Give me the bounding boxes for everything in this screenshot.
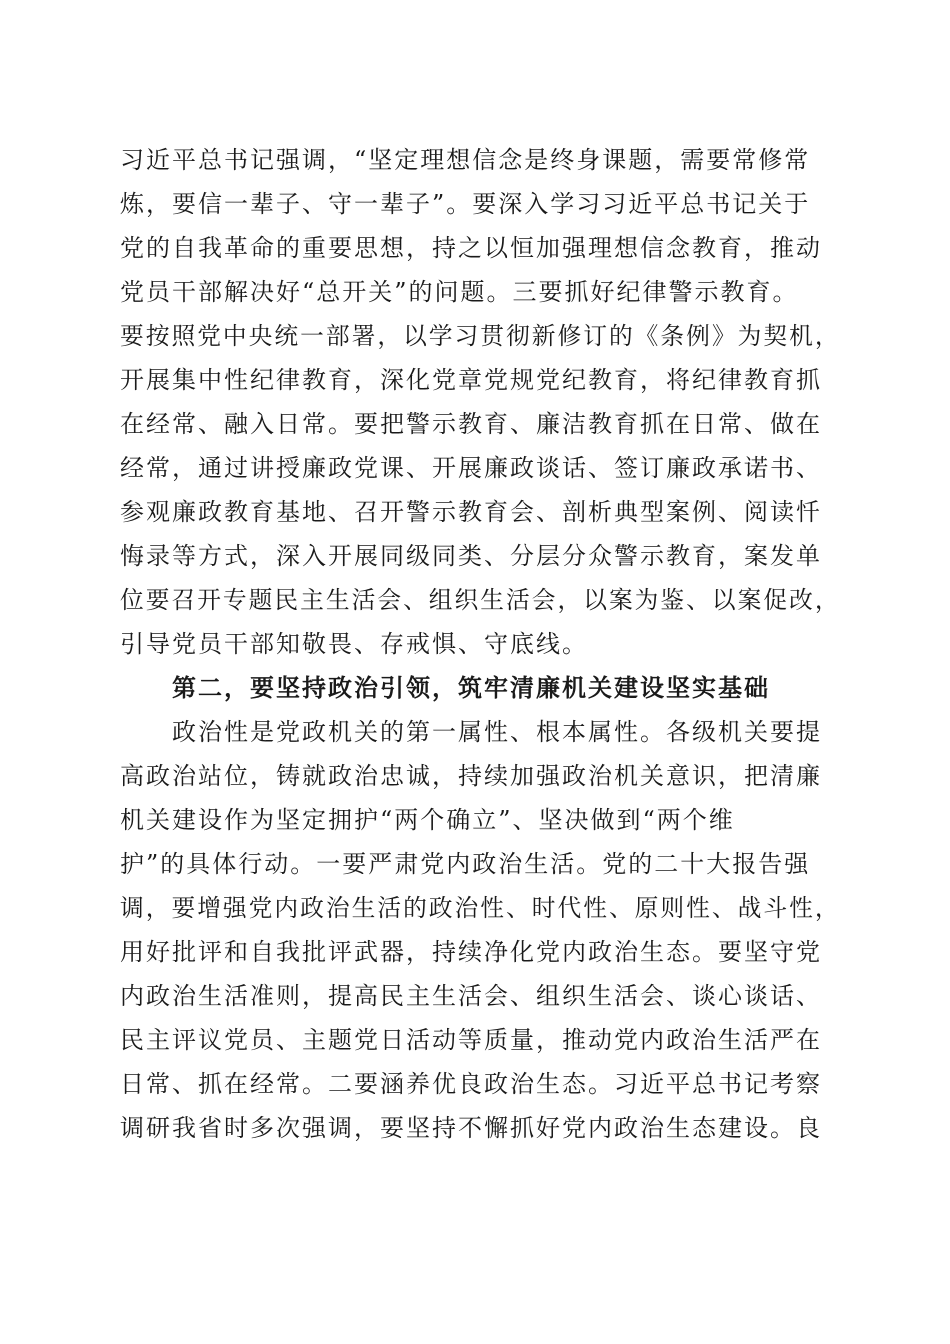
- paragraph-1-line-1: 习近平总书记强调，“坚定理想信念是终身课题，需要常修常: [120, 146, 811, 174]
- paragraph-2-line-8: 民主评议党员、主题党日活动等质量，推动党内政治生活严在: [120, 1026, 822, 1054]
- paragraph-2-line-7: 内政治生活准则，提高民主生活会、组织生活会、谈心谈话、: [120, 982, 822, 1010]
- paragraph-1-line-6: 开展集中性纪律教育，深化党章党规党纪教育，将纪律教育抓: [120, 366, 822, 394]
- paragraph-1-line-9: 参观廉政教育基地、召开警示教育会、剖析典型案例、阅读忏: [120, 498, 822, 526]
- paragraph-1-line-11: 位要召开专题民主生活会、组织生活会，以案为鉴、以案促改，: [120, 586, 841, 614]
- section-heading-2: 第二，要坚持政治引领，筑牢清廉机关建设坚实基础: [172, 674, 770, 702]
- paragraph-1-line-3: 党的自我革命的重要思想，持之以恒加强理想信念教育，推动: [120, 234, 822, 262]
- paragraph-2-line-9: 日常、抓在经常。二要涵养优良政治生态。习近平总书记考察: [120, 1070, 822, 1098]
- paragraph-1-line-4: 党员干部解决好“总开关”的问题。三要抓好纪律警示教育。: [120, 278, 799, 306]
- paragraph-2-line-3: 机关建设作为坚定拥护“两个确立”、坚决做到“两个维: [120, 806, 735, 834]
- paragraph-1-line-2: 炼，要信一辈子、守一辈子”。要深入学习习近平总书记关于: [120, 190, 811, 218]
- paragraph-2-line-4: 护”的具体行动。一要严肃党内政治生活。党的二十大报告强: [120, 850, 811, 878]
- paragraph-1-line-12: 引导党员干部知敬畏、存戒惧、守底线。: [120, 630, 588, 658]
- paragraph-2-line-2: 高政治站位，铸就政治忠诚，持续加强政治机关意识，把清廉: [120, 762, 822, 790]
- paragraph-1-line-8: 经常，通过讲授廉政党课、开展廉政谈话、签订廉政承诺书、: [120, 454, 822, 482]
- paragraph-2-line-10: 调研我省时多次强调，要坚持不懈抓好党内政治生态建设。良: [120, 1114, 822, 1142]
- paragraph-2-line-1: 政治性是党政机关的第一属性、根本属性。各级机关要提: [172, 718, 822, 746]
- paragraph-1-line-5: 要按照党中央统一部署，以学习贯彻新修订的《条例》为契机，: [120, 322, 841, 350]
- paragraph-2-line-6: 用好批评和自我批评武器，持续净化党内政治生态。要坚守党: [120, 938, 822, 966]
- paragraph-2-line-5: 调，要增强党内政治生活的政治性、时代性、原则性、战斗性，: [120, 894, 841, 922]
- paragraph-1-line-10: 悔录等方式，深入开展同级同类、分层分众警示教育，案发单: [120, 542, 822, 570]
- paragraph-1-line-7: 在经常、融入日常。要把警示教育、廉洁教育抓在日常、做在: [120, 410, 822, 438]
